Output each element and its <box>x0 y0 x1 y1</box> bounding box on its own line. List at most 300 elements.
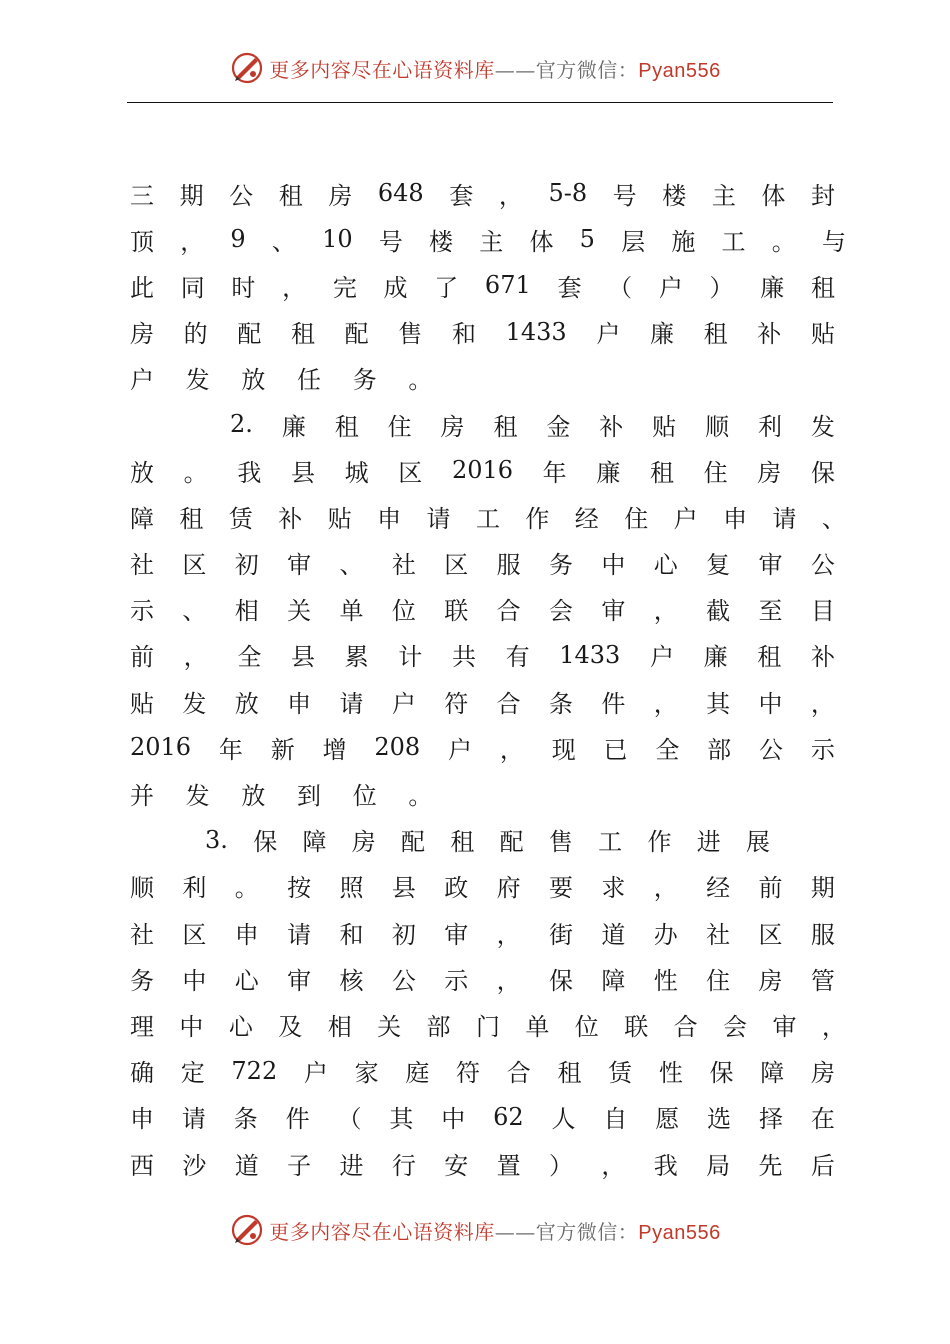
text-token: 合 <box>496 689 521 718</box>
text-token: ， <box>601 1151 626 1180</box>
banner-wechat-label: 官方微信： <box>535 1219 639 1244</box>
text-token: 租 <box>703 320 728 349</box>
text-token: 9 <box>230 225 246 254</box>
text-token: ， <box>496 966 521 995</box>
text-token: 住 <box>387 412 412 441</box>
text-token: 位 <box>352 782 377 811</box>
text-token: 道 <box>601 920 626 949</box>
text-token: 自 <box>603 1105 628 1134</box>
footer-banner-text <box>269 1216 720 1245</box>
text-token: 合 <box>496 597 521 626</box>
text-token: 年 <box>218 735 243 764</box>
text-token: 共 <box>451 643 476 672</box>
text-token: 中 <box>179 1012 204 1041</box>
text-token: 请 <box>339 689 364 718</box>
text-token: 障 <box>302 828 327 857</box>
text-token: 住 <box>706 966 731 995</box>
text-token: 租 <box>179 504 204 533</box>
text-token: 1433 <box>559 640 621 669</box>
text-token: 租 <box>757 643 782 672</box>
text-token: 公 <box>759 735 783 764</box>
text-token: 区 <box>182 920 207 949</box>
text-token: 套 <box>449 181 474 210</box>
text-token: 房 <box>810 1059 835 1088</box>
text-token: 1433 <box>505 317 567 346</box>
text-token: 户 <box>130 366 154 395</box>
text-token: 公 <box>810 551 835 580</box>
text-token: 后 <box>810 1151 835 1180</box>
text-token: 县 <box>391 874 416 903</box>
text-token: 贴 <box>652 412 677 441</box>
text-token: 户 <box>391 689 416 718</box>
text-token: 房 <box>757 458 782 487</box>
text-token: 障 <box>130 504 154 533</box>
text-token: 城 <box>344 458 369 487</box>
text-token: 发 <box>185 782 210 811</box>
text-token: 房 <box>328 181 353 210</box>
text-token: 服 <box>496 551 521 580</box>
text-token: 5-8 <box>548 179 588 208</box>
text-token: ， <box>183 643 208 672</box>
text-token: 中 <box>441 1105 466 1134</box>
text-line <box>130 817 770 863</box>
text-token: 售 <box>398 320 423 349</box>
text-token: 放 <box>241 366 266 395</box>
text-token: 申 <box>234 920 259 949</box>
text-token: 3. <box>205 825 228 854</box>
text-token: 同 <box>180 273 205 302</box>
text-token: 求 <box>601 874 626 903</box>
text-token: 发 <box>810 412 835 441</box>
text-token: 要 <box>549 874 573 903</box>
text-token: 赁 <box>608 1059 633 1088</box>
text-token: 完 <box>332 273 357 302</box>
text-token: 审 <box>444 920 469 949</box>
text-token: 示 <box>444 966 469 995</box>
text-token: 年 <box>542 458 567 487</box>
text-token: ） <box>549 1151 573 1180</box>
text-token: 社 <box>130 920 154 949</box>
text-token: 工 <box>598 828 623 857</box>
text-line <box>130 770 432 816</box>
banner-dash: —— <box>494 1219 536 1244</box>
text-token: 户 <box>658 273 683 302</box>
text-token: 利 <box>182 874 207 903</box>
text-token: 联 <box>624 1012 649 1041</box>
text-line <box>130 355 432 401</box>
text-token: 区 <box>398 458 423 487</box>
text-token: 中 <box>182 966 207 995</box>
text-token: 审 <box>287 966 312 995</box>
text-token: ， <box>653 874 678 903</box>
text-token: 照 <box>339 874 364 903</box>
text-token: 售 <box>548 828 573 857</box>
text-token: 放 <box>241 782 266 811</box>
text-token: 主 <box>711 181 736 210</box>
text-token: 先 <box>758 1151 783 1180</box>
text-token: 层 <box>621 227 646 256</box>
text-token: 县 <box>290 458 315 487</box>
text-token: 择 <box>759 1105 784 1134</box>
text-token: 廉 <box>760 273 785 302</box>
text-token: 租 <box>493 412 518 441</box>
text-token: 。 <box>408 366 433 395</box>
text-token: 号 <box>378 227 403 256</box>
text-token: ， <box>282 273 307 302</box>
text-token: 管 <box>810 966 835 995</box>
text-token: 我 <box>237 458 262 487</box>
text-token: 理 <box>130 1012 154 1041</box>
text-token: 初 <box>391 920 416 949</box>
text-token: 计 <box>398 643 423 672</box>
text-token: 定 <box>180 1059 205 1088</box>
text-token: 门 <box>475 1012 500 1041</box>
text-token: 位 <box>574 1012 599 1041</box>
text-token: 顶 <box>130 227 154 256</box>
text-token: 利 <box>757 412 782 441</box>
text-line <box>130 216 846 262</box>
text-line <box>130 1140 835 1186</box>
text-line <box>130 401 835 447</box>
text-token: 贴 <box>130 689 154 718</box>
text-token: 联 <box>444 597 469 626</box>
text-token: 件 <box>601 689 626 718</box>
text-token: 关 <box>377 1012 402 1041</box>
text-token: 障 <box>760 1059 785 1088</box>
text-token: 贴 <box>810 320 835 349</box>
text-token: ， <box>821 1012 846 1041</box>
text-token: 性 <box>658 1059 683 1088</box>
text-token: 648 <box>377 179 424 208</box>
text-token: 与 <box>821 227 846 256</box>
text-token: 楼 <box>662 181 687 210</box>
text-token: 配 <box>401 828 426 857</box>
text-token: 关 <box>287 597 312 626</box>
text-token: 工 <box>475 504 500 533</box>
text-token: 已 <box>603 735 628 764</box>
text-token: ， <box>653 597 678 626</box>
text-token: 心 <box>653 551 678 580</box>
text-token: 保 <box>253 828 278 857</box>
text-token: 保 <box>709 1059 734 1088</box>
text-line <box>130 262 835 308</box>
text-token: 办 <box>653 920 678 949</box>
text-token: 全 <box>237 643 262 672</box>
text-token: 发 <box>185 366 210 395</box>
text-token: 至 <box>758 597 783 626</box>
text-token: 户 <box>448 735 473 764</box>
text-token: 722 <box>231 1056 278 1085</box>
text-token: 选 <box>707 1105 732 1134</box>
text-token: 中 <box>758 689 783 718</box>
text-token: 申 <box>377 504 402 533</box>
text-line <box>130 955 835 1001</box>
text-token: 区 <box>182 551 207 580</box>
text-token: 社 <box>706 920 731 949</box>
text-token: 务 <box>549 551 573 580</box>
text-line <box>130 586 835 632</box>
text-line <box>130 493 846 539</box>
text-token: 、 <box>271 227 296 256</box>
text-token: 的 <box>183 320 208 349</box>
text-token: 贴 <box>327 504 352 533</box>
text-token: 任 <box>297 366 322 395</box>
text-token: 展 <box>746 828 770 857</box>
text-token: 单 <box>339 597 364 626</box>
text-token: （ <box>337 1105 362 1134</box>
text-token: 西 <box>130 1151 154 1180</box>
text-token: 申 <box>723 504 748 533</box>
text-token: 公 <box>229 181 254 210</box>
text-line <box>130 909 835 955</box>
text-token: 审 <box>287 551 312 580</box>
text-token: ， <box>496 920 521 949</box>
text-token: 配 <box>237 320 262 349</box>
text-token: 房 <box>758 966 783 995</box>
text-token: 部 <box>707 735 732 764</box>
text-token: 2. <box>230 410 253 439</box>
text-token: 务 <box>352 366 377 395</box>
banner-site-name: 更多内容尽在心语资料库 <box>269 1219 495 1244</box>
text-token: 户 <box>649 643 674 672</box>
header-divider <box>127 102 833 103</box>
text-line <box>130 447 835 493</box>
text-token: 现 <box>551 735 576 764</box>
text-token: 政 <box>444 874 469 903</box>
text-token: 按 <box>287 874 312 903</box>
text-token: 有 <box>505 643 530 672</box>
text-token: 进 <box>696 828 721 857</box>
text-token: 目 <box>810 597 835 626</box>
text-token: 62 <box>493 1102 524 1131</box>
text-token: 发 <box>182 689 207 718</box>
text-token: 审 <box>758 551 783 580</box>
text-token: 租 <box>649 458 674 487</box>
text-token: 核 <box>339 966 364 995</box>
text-token: 工 <box>721 227 746 256</box>
text-token: 放 <box>234 689 259 718</box>
text-token: 其 <box>389 1105 414 1134</box>
text-token: 施 <box>671 227 696 256</box>
text-token: 行 <box>391 1151 416 1180</box>
text-token: 配 <box>344 320 369 349</box>
text-token: 申 <box>287 689 312 718</box>
text-token: 请 <box>772 504 797 533</box>
text-token: 。 <box>771 227 796 256</box>
text-token: ， <box>499 735 524 764</box>
text-token: 区 <box>444 551 469 580</box>
text-token: 时 <box>231 273 256 302</box>
text-token: 前 <box>758 874 783 903</box>
text-token: 顺 <box>705 412 730 441</box>
text-token: 套 <box>557 273 582 302</box>
text-token: 进 <box>339 1151 364 1180</box>
text-token: 庭 <box>405 1059 430 1088</box>
text-token: （ <box>608 273 633 302</box>
text-token: 。 <box>234 874 259 903</box>
text-token: 条 <box>233 1105 258 1134</box>
text-token: 作 <box>525 504 550 533</box>
text-token: 租 <box>810 273 835 302</box>
text-token: 2016 <box>451 456 514 485</box>
text-token: 住 <box>703 458 728 487</box>
text-token: 租 <box>290 320 315 349</box>
text-token: 经 <box>574 504 599 533</box>
text-token: ， <box>810 689 835 718</box>
text-token: 放 <box>130 458 154 487</box>
text-token: 、 <box>339 551 364 580</box>
text-token: 廉 <box>649 320 674 349</box>
text-token: 会 <box>549 597 573 626</box>
text-token: 补 <box>757 320 782 349</box>
text-line <box>130 678 835 724</box>
text-token: 请 <box>181 1105 206 1134</box>
text-token: 住 <box>624 504 649 533</box>
text-line <box>130 632 835 678</box>
text-token: 累 <box>344 643 369 672</box>
text-token: 性 <box>653 966 678 995</box>
text-token: 配 <box>499 828 524 857</box>
pen-logo-icon <box>229 1212 265 1248</box>
text-token: 前 <box>130 643 154 672</box>
text-token: ， <box>653 689 678 718</box>
text-line <box>130 309 835 355</box>
text-token: 顺 <box>130 874 154 903</box>
text-token: 府 <box>496 874 521 903</box>
text-token: 在 <box>810 1105 835 1134</box>
text-token: 置 <box>496 1151 521 1180</box>
text-token: 租 <box>334 412 359 441</box>
text-token: 社 <box>391 551 416 580</box>
text-token: 、 <box>182 597 207 626</box>
text-token: 合 <box>506 1059 531 1088</box>
text-line <box>130 724 835 770</box>
text-token: 封 <box>810 181 835 210</box>
text-token: 廉 <box>596 458 621 487</box>
text-token: 审 <box>601 597 626 626</box>
text-line <box>130 1001 846 1047</box>
text-token: 作 <box>647 828 672 857</box>
text-line <box>130 863 835 909</box>
text-token: 房 <box>351 828 376 857</box>
text-token: 审 <box>772 1012 797 1041</box>
text-token: 截 <box>706 597 731 626</box>
text-token: 符 <box>444 689 469 718</box>
text-token: 、 <box>821 504 846 533</box>
banner-wechat-label: 官方微信： <box>535 57 639 82</box>
document-body <box>130 170 846 1186</box>
text-token: 全 <box>655 735 680 764</box>
text-token: 单 <box>525 1012 550 1041</box>
text-token: 安 <box>444 1151 469 1180</box>
text-token: 补 <box>810 643 835 672</box>
text-token: 请 <box>287 920 312 949</box>
text-token: 208 <box>374 733 421 762</box>
text-token: 沙 <box>182 1151 207 1180</box>
banner-dash: —— <box>494 57 536 82</box>
text-token: 条 <box>549 689 573 718</box>
text-line <box>130 1094 835 1140</box>
text-token: 户 <box>596 320 621 349</box>
text-token: 并 <box>130 782 154 811</box>
text-token: ， <box>498 181 523 210</box>
text-token: 障 <box>601 966 626 995</box>
text-token: 经 <box>706 874 731 903</box>
text-token: 10 <box>322 225 353 254</box>
text-token: 期 <box>179 181 204 210</box>
text-token: 新 <box>270 735 295 764</box>
text-token: 。 <box>408 782 433 811</box>
banner-wechat-id: Pyan556 <box>638 59 721 82</box>
footer-banner <box>0 1210 950 1250</box>
banner-site-name: 更多内容尽在心语资料库 <box>269 57 495 82</box>
text-token: 符 <box>456 1059 481 1088</box>
text-token: 合 <box>673 1012 698 1041</box>
text-token: 请 <box>426 504 451 533</box>
text-token: 廉 <box>703 643 728 672</box>
text-token: 街 <box>549 920 573 949</box>
text-token: 确 <box>130 1059 154 1088</box>
text-line <box>130 1048 835 1094</box>
text-token: 初 <box>234 551 259 580</box>
text-token: 此 <box>130 273 154 302</box>
text-token: 租 <box>557 1059 582 1088</box>
text-token: ， <box>180 227 205 256</box>
text-token: 局 <box>706 1151 731 1180</box>
text-token: 671 <box>484 271 531 300</box>
text-token: 房 <box>440 412 465 441</box>
text-token: 廉 <box>281 412 306 441</box>
text-token: 愿 <box>655 1105 680 1134</box>
text-token: 部 <box>426 1012 451 1041</box>
text-token: 户 <box>673 504 698 533</box>
banner-wechat-id: Pyan556 <box>638 1221 721 1244</box>
text-token: 服 <box>810 920 835 949</box>
text-token: 了 <box>434 273 459 302</box>
text-token: 会 <box>723 1012 748 1041</box>
text-token: 增 <box>322 735 347 764</box>
text-token: 县 <box>290 643 315 672</box>
text-token: 道 <box>234 1151 259 1180</box>
text-token: 期 <box>810 874 835 903</box>
text-token: 申 <box>130 1105 154 1134</box>
text-token: 社 <box>130 551 154 580</box>
text-token: 2016 <box>130 733 192 762</box>
text-token: 务 <box>130 966 154 995</box>
text-token: 件 <box>285 1105 310 1134</box>
text-token: 心 <box>228 1012 253 1041</box>
text-token: 保 <box>810 458 835 487</box>
text-token: 号 <box>612 181 637 210</box>
text-token: 三 <box>130 181 154 210</box>
text-token: 主 <box>479 227 504 256</box>
text-line <box>130 170 835 216</box>
text-token: ） <box>709 273 734 302</box>
text-token: 家 <box>354 1059 379 1088</box>
text-token: 示 <box>130 597 154 626</box>
text-token: 成 <box>383 273 408 302</box>
text-token: 子 <box>287 1151 312 1180</box>
text-token: 示 <box>810 735 835 764</box>
text-token: 区 <box>758 920 783 949</box>
text-line <box>130 540 835 586</box>
text-token: 楼 <box>429 227 454 256</box>
text-token: 补 <box>278 504 303 533</box>
header-banner-text <box>269 54 720 83</box>
text-token: 房 <box>130 320 154 349</box>
text-token: 及 <box>278 1012 303 1041</box>
text-token: 复 <box>706 551 731 580</box>
